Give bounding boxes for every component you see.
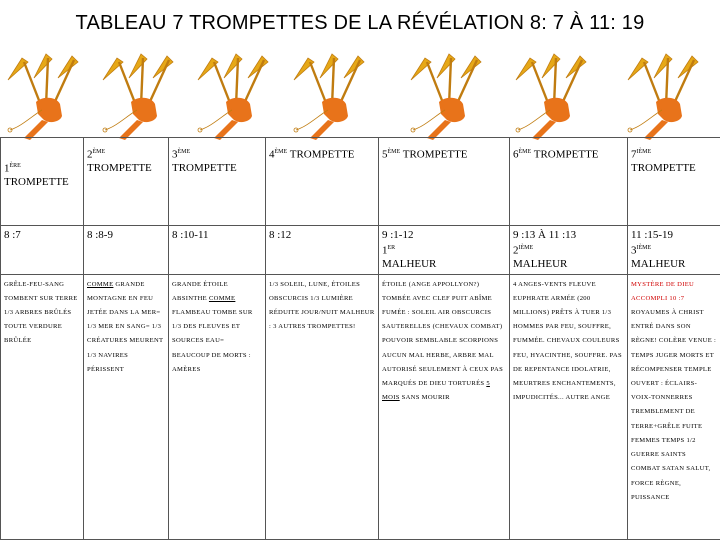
header-cell-2: 2ÈME TROMPETTE xyxy=(84,138,169,226)
trumpets-table xyxy=(0,137,720,540)
desc-cell-5: ÉTOILE (ANGE APPOLLYON?) TOMBÉE AVEC CLEF PUIT ABÎME FUMÉE : SOLEIL AIR OBSCURCIS SAUTERELLES (CHEVAUX COMBAT) POUVOIR SEMBLABLE SCORPIONS AUCUN MAL HERBE, ARBRE MAL AUTORISÉ SEULEMENT À CEUX PAS MARQUÉS DE DIEU TORTURÉS 5 MOIS SANS MOURIR xyxy=(379,274,510,539)
desc-cell-1: GRÊLE-FEU-SANG TOMBENT SUR TERRE 1/3 ARBRES BRÛLÉS TOUTE VERDURE BRÛLÉE xyxy=(1,274,84,539)
trumpet-hand-icon xyxy=(97,50,185,142)
desc-cell-3: GRANDE ÉTOILE ABSINTHE COMME FLAMBEAU TOMBE SUR 1/3 DES FLEUVES ET SOURCES EAU= BEAUCOUP DE MORTS : AMÈRES xyxy=(169,274,266,539)
page-title: TABLEAU 7 TROMPETTES DE LA RÉVÉLATION 8: 7 À 11: 19 xyxy=(75,12,645,34)
trumpet-hand-icon xyxy=(405,50,493,142)
header-cell-6: 6ÈME TROMPETTE xyxy=(510,138,628,226)
description-row xyxy=(1,274,720,539)
trumpet-illustration-row xyxy=(0,50,720,142)
header-cell-4: 4ÈME TROMPETTE xyxy=(266,138,379,226)
desc-cell-6: 4 ANGES-VENTS FLEUVE EUPHRATE ARMÉE (200 MILLIONS) PRÊTS À TUER 1/3 HOMMES PAR FEU, SOUFFRE, FUMMÉE. CHEVAUX COULEURS FEU, HYACINTHE, SOUFFRE. PAS DE REPENTANCE IDOLATRIE, MEURTRES ENCHANTEMENTS, IMPUDICITÉS... AUTRE ANGE xyxy=(510,274,628,539)
desc-cell-4: 1/3 SOLEIL, LUNE, ÉTOILES OBSCURCIS 1/3 LUMIÈRE RÉDUITE JOUR/NUIT MALHEUR : 3 AUTRES TROMPETTES! xyxy=(266,274,379,539)
ref-cell-1: 8 :7 xyxy=(1,226,84,275)
ref-cell-2: 8 :8-9 xyxy=(84,226,169,275)
header-cell-7: 7IÈME TROMPETTE xyxy=(628,138,720,226)
header-row xyxy=(1,138,720,226)
header-cell-5: 5ÈME TROMPETTE xyxy=(379,138,510,226)
desc-cell-7: MYSTÈRE DE DIEU ACCOMPLI 10 :7 ROYAUMES À CHRIST ENTRÉ DANS SON RÈGNE! COLÈRE VENUE : TEMPS JUGER MORTS ET RÉCOMPENSER TEMPLE OUVERT : ÉCLAIRS-VOIX-TONNERRES TREMBLEMENT DE TERRE+GRÊLE FUITE FEMMES TEMPS 1/2 GUERRE SAINTS COMBAT SATAN SALUT, FORCE RÈGNE, PUISSANCE xyxy=(628,274,720,539)
trumpet-hand-icon xyxy=(288,50,376,142)
header-cell-3: 3ÈME TROMPETTE xyxy=(169,138,266,226)
trumpet-hand-icon xyxy=(622,50,710,142)
ref-cell-6: 9 :13 À 11 :13 2IÈME MALHEUR xyxy=(510,226,628,275)
ref-cell-3: 8 :10-11 xyxy=(169,226,266,275)
ref-cell-7: 11 :15-19 3IÈME MALHEUR xyxy=(628,226,720,275)
desc-cell-2: COMME GRANDE MONTAGNE EN FEU JETÉE DANS LA MER= 1/3 MER EN SANG= 1/3 CRÉATURES MEURENT 1/3 NAVIRES PÉRISSENT xyxy=(84,274,169,539)
trumpet-hand-icon xyxy=(192,50,280,142)
ref-cell-4: 8 :12 xyxy=(266,226,379,275)
trumpet-hand-icon xyxy=(510,50,598,142)
header-cell-1: 1ÈRE TROMPETTE xyxy=(1,138,84,226)
reference-row xyxy=(1,226,720,275)
ref-cell-5: 9 :1-12 1ER MALHEUR xyxy=(379,226,510,275)
trumpet-hand-icon xyxy=(2,50,90,142)
